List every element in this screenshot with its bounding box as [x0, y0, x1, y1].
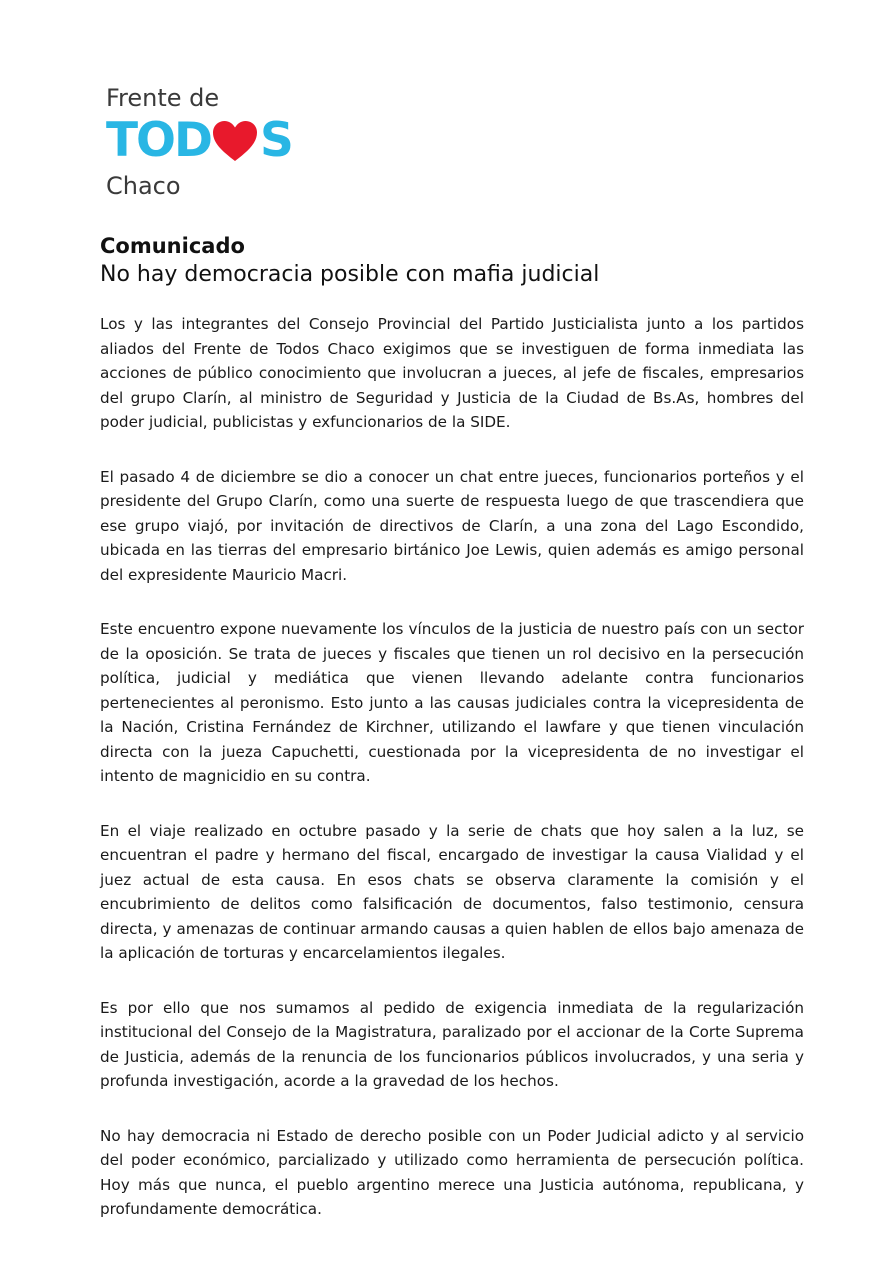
document-heading: [100, 232, 800, 290]
heart-icon: [212, 120, 258, 162]
paragraph: Este encuentro expone nuevamente los vínculos de la justicia de nuestro país con un sector de la oposición. Se trata de jueces y fiscales que tienen un rol decisivo en la persecución política, judicial y mediática que vienen llevando adelante contra funcionarios pertenecientes al peronismo. Esto junto a las causas judiciales contra la vicepresidenta de la Nación, Cristina Fernández de Kirchner, utilizando el lawfare y que tienen vinculación directa con la jueza Capuchetti, cuestionada por la vicepresidenta de no investigar el intento de magnicidio en su contra.: [100, 620, 804, 785]
logo-top-text: Frente de: [106, 84, 220, 112]
heading-title: No hay democracia posible con mafia judicial: [100, 262, 600, 287]
frente-de-todos-logo: [106, 84, 326, 200]
logo-wordmark: [106, 113, 326, 168]
paragraph: Es por ello que nos sumamos al pedido de exigencia inmediata de la regularización institucional del Consejo de la Magistratura, paralizado por el accionar de la Corte Suprema de Justicia, además de la renuncia de los funcionarios públicos involucrados, y una seria y profunda investigación, acorde a la gravedad de los hechos.: [100, 998, 804, 1090]
paragraph: En el viaje realizado en octubre pasado y la serie de chats que hoy salen a la luz, se encuentran el padre y hermano del fiscal, encargado de investigar la causa Vialidad y el juez actual de esta causa. En esos chats se observa claramente la comisión y el encubrimiento de delitos como falsificación de documentos, falso testimonio, censura directa, y amenazas de continuar armando causas a quien hablen de ellos bajo amenaza de la aplicación de torturas y encarcelamientos ilegales.: [100, 821, 804, 962]
logo-bottom-text: Chaco: [106, 172, 181, 200]
paragraph: No hay democracia ni Estado de derecho posible con un Poder Judicial adicto y al servicio del poder económico, parcializado y utilizado como herramienta de persecución política. Hoy más que nunca, el pueblo argentino merece una Justicia autónoma, republicana, y profundamente democrática.: [100, 1126, 804, 1218]
paragraph: Los y las integrantes del Consejo Provincial del Partido Justicialista junto a los partidos aliados del Frente de Todos Chaco exigimos que se investiguen de forma inmediata las acciones de público conocimiento que involucran a jueces, al jefe de fiscales, empresarios del grupo Clarín, al ministro de Seguridad y Justicia de la Ciudad de Bs.As, hombres del poder judicial, publicistas y exfuncionarios de la SIDE.: [100, 315, 804, 431]
heading-label: Comunicado: [100, 234, 245, 258]
logo-word-left: TOD: [106, 113, 212, 168]
document-body: [100, 312, 804, 1252]
paragraph: El pasado 4 de diciembre se dio a conocer un chat entre jueces, funcionarios porteños y el presidente del Grupo Clarín, como una suerte de respuesta luego de que trascendiera que ese grupo viajó, por invitación de directivos de Clarín, a una zona del Lago Escondido, ubicada en las tierras del empresario birtánico Joe Lewis, quien además es amigo personal del expresidente Mauricio Macri.: [100, 467, 804, 584]
logo-word-right: S: [260, 113, 292, 168]
